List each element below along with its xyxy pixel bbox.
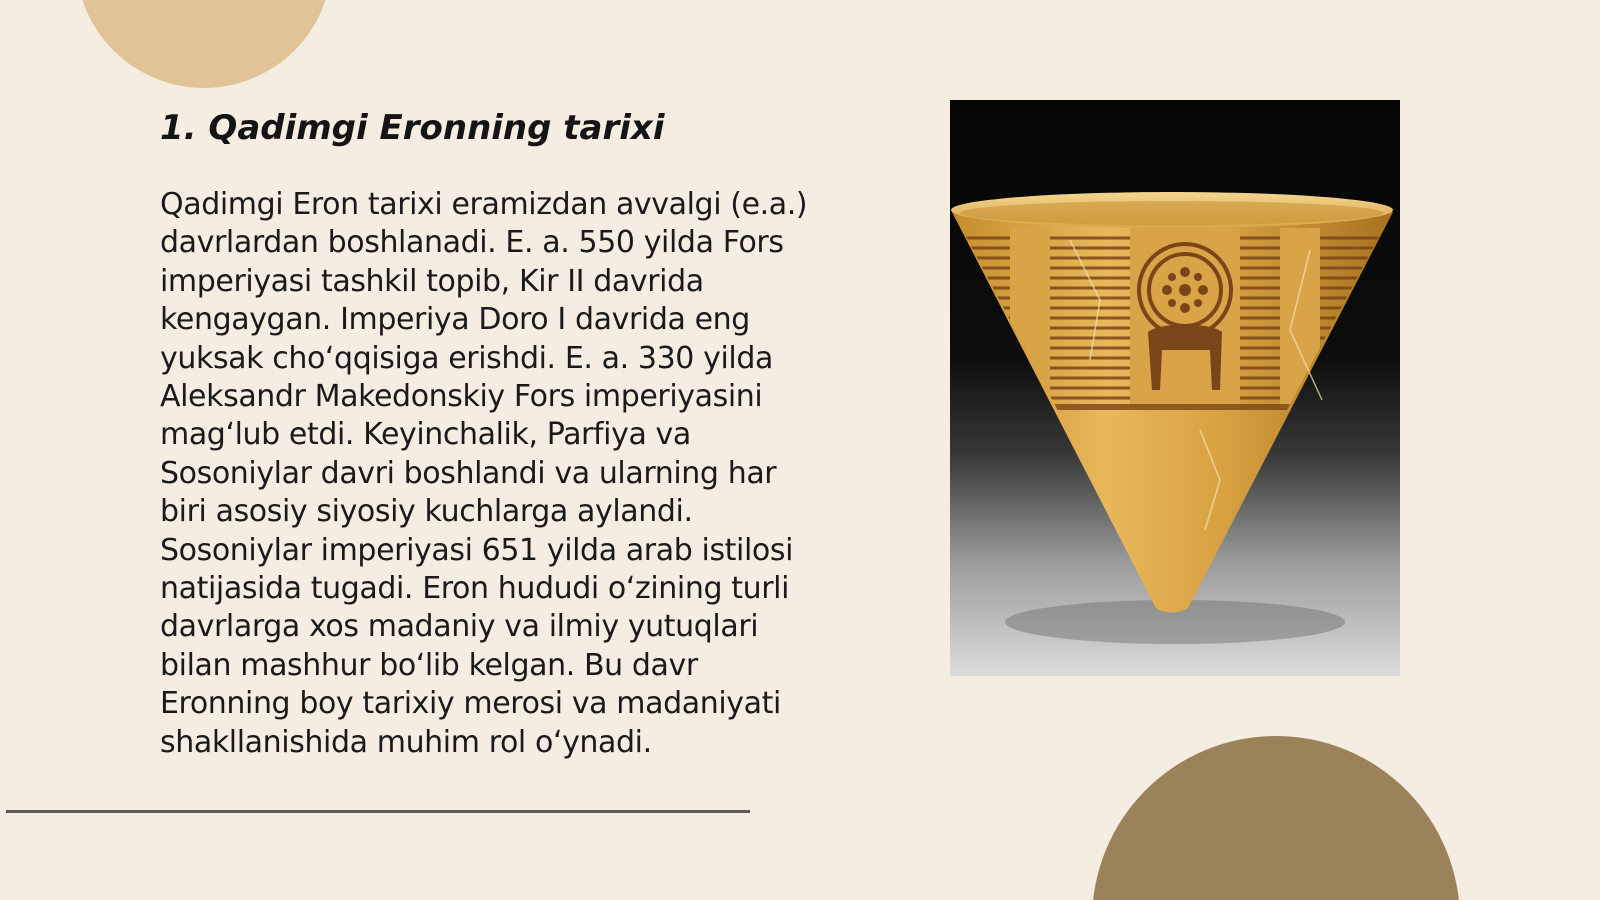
body-line: Sosoniylar davri boshlandi va ularning har [160,455,777,491]
body-line: davrlardan boshlanadi. E. a. 550 yilda Fors [160,225,784,261]
body-line: natijasida tugadi. Eron hududi o‘zining turli [160,571,790,607]
painted-ceramic-beaker-photo [950,100,1400,676]
body-line: Sosoniylar imperiyasi 651 yilda arab istilosi [160,532,794,568]
body-line: davrlarga xos madaniy va ilmiy yutuqlari [160,609,759,645]
body-line: Qadimgi Eron tarixi eramizdan avvalgi (e.a.) [160,187,808,222]
body-line: bilan mashhur bo‘lib kelgan. Bu davr [160,647,698,683]
body-line: kengaygan. Imperiya Doro I davrida eng [160,302,750,338]
body-line: Eronning boy tarixiy merosi va madaniyati [160,686,781,722]
body-line: shakllanishida muhim rol o‘ynadi. [160,724,652,760]
body-line: mag‘lub etdi. Keyinchalik, Parfiya va [160,417,691,453]
divider-line [6,810,750,813]
slide-title: 1. Qadimgi Eronning tarixi [160,108,665,148]
body-line: biri asosiy siyosiy kuchlarga aylandi. [160,494,693,530]
body-line: yuksak cho‘qqisiga erishdi. E. a. 330 yilda [160,340,773,376]
body-paragraph [160,186,820,762]
decorative-circle-top [76,0,332,88]
body-line: imperiyasi tashkil topib, Kir II davrida [160,263,704,299]
decorative-circle-bottom [1092,736,1460,900]
body-line: Aleksandr Makedonskiy Fors imperiyasini [160,379,763,415]
